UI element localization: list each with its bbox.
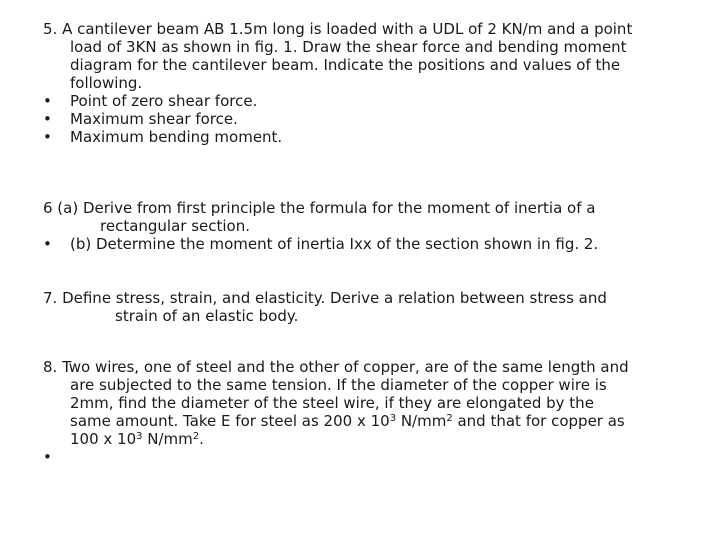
q5-line-1: 5. A cantilever beam AB 1.5m long is loaded with a UDL of 2 KN/m and a point — [43, 20, 633, 38]
list-item — [43, 110, 632, 128]
superscript-2: 2 — [446, 413, 453, 424]
q5-bullet-text: Maximum bending moment. — [70, 128, 283, 146]
bullet-icon: • — [43, 235, 52, 253]
q7-line-1: 7. Define stress, strain, and elasticity. Derive a relation between stress and — [43, 289, 607, 307]
bullet-icon: • — [43, 92, 52, 110]
q8-cont-3-text: same amount. Take E for steel as 200 x 10 — [70, 412, 390, 430]
q6-bullet-list — [43, 235, 598, 253]
q8-cont-3 — [43, 412, 629, 430]
q5-cont-3: following. — [70, 74, 143, 92]
q8-tail-text: and that for copper as — [452, 412, 625, 430]
q8-cont-1: are subjected to the same tension. If the diameter of the copper wire is — [70, 376, 607, 394]
q5-bullet-list — [43, 92, 632, 146]
q8-last-b: N/mm — [142, 430, 193, 448]
bullet-icon: • — [43, 448, 52, 466]
bullet-icon: • — [43, 128, 52, 146]
question-6 — [43, 199, 598, 253]
q8-last-a: 100 x 10 — [70, 430, 137, 448]
q8-line-1: 8. Two wires, one of steel and the other of copper, are of the same length and — [43, 358, 629, 376]
q5-bullet-text: Point of zero shear force. — [70, 92, 258, 110]
superscript-3: 3 — [389, 413, 397, 424]
q8-cont-2: 2mm, find the diameter of the steel wire, if they are elongated by the — [70, 394, 594, 412]
q7-cont: strain of an elastic body. — [115, 307, 299, 325]
q8-cont-4 — [43, 430, 629, 448]
list-item — [43, 128, 632, 146]
list-item — [43, 235, 598, 253]
bullet-icon: • — [43, 110, 52, 128]
question-7 — [43, 289, 607, 325]
q6-cont: rectangular section. — [100, 217, 251, 235]
q8-unit-text: N/mm — [396, 412, 447, 430]
question-8 — [43, 358, 629, 466]
q5-cont-1: load of 3KN as shown in fig. 1. Draw the shear force and bending moment — [70, 38, 627, 56]
q5-cont-2: diagram for the cantilever beam. Indicate the positions and values of the — [70, 56, 621, 74]
list-item — [43, 92, 632, 110]
q5-bullet-text: Maximum shear force. — [70, 110, 238, 128]
superscript-3: 3 — [136, 431, 143, 442]
superscript-2: 2 — [192, 431, 200, 442]
q8-last-end: . — [199, 430, 204, 448]
question-5 — [43, 20, 632, 146]
q6-line-1: 6 (a) Derive from first principle the formula for the moment of inertia of a — [43, 199, 596, 217]
q6-bullet-text: (b) Determine the moment of inertia Ixx of the section shown in fig. 2. — [70, 235, 599, 253]
